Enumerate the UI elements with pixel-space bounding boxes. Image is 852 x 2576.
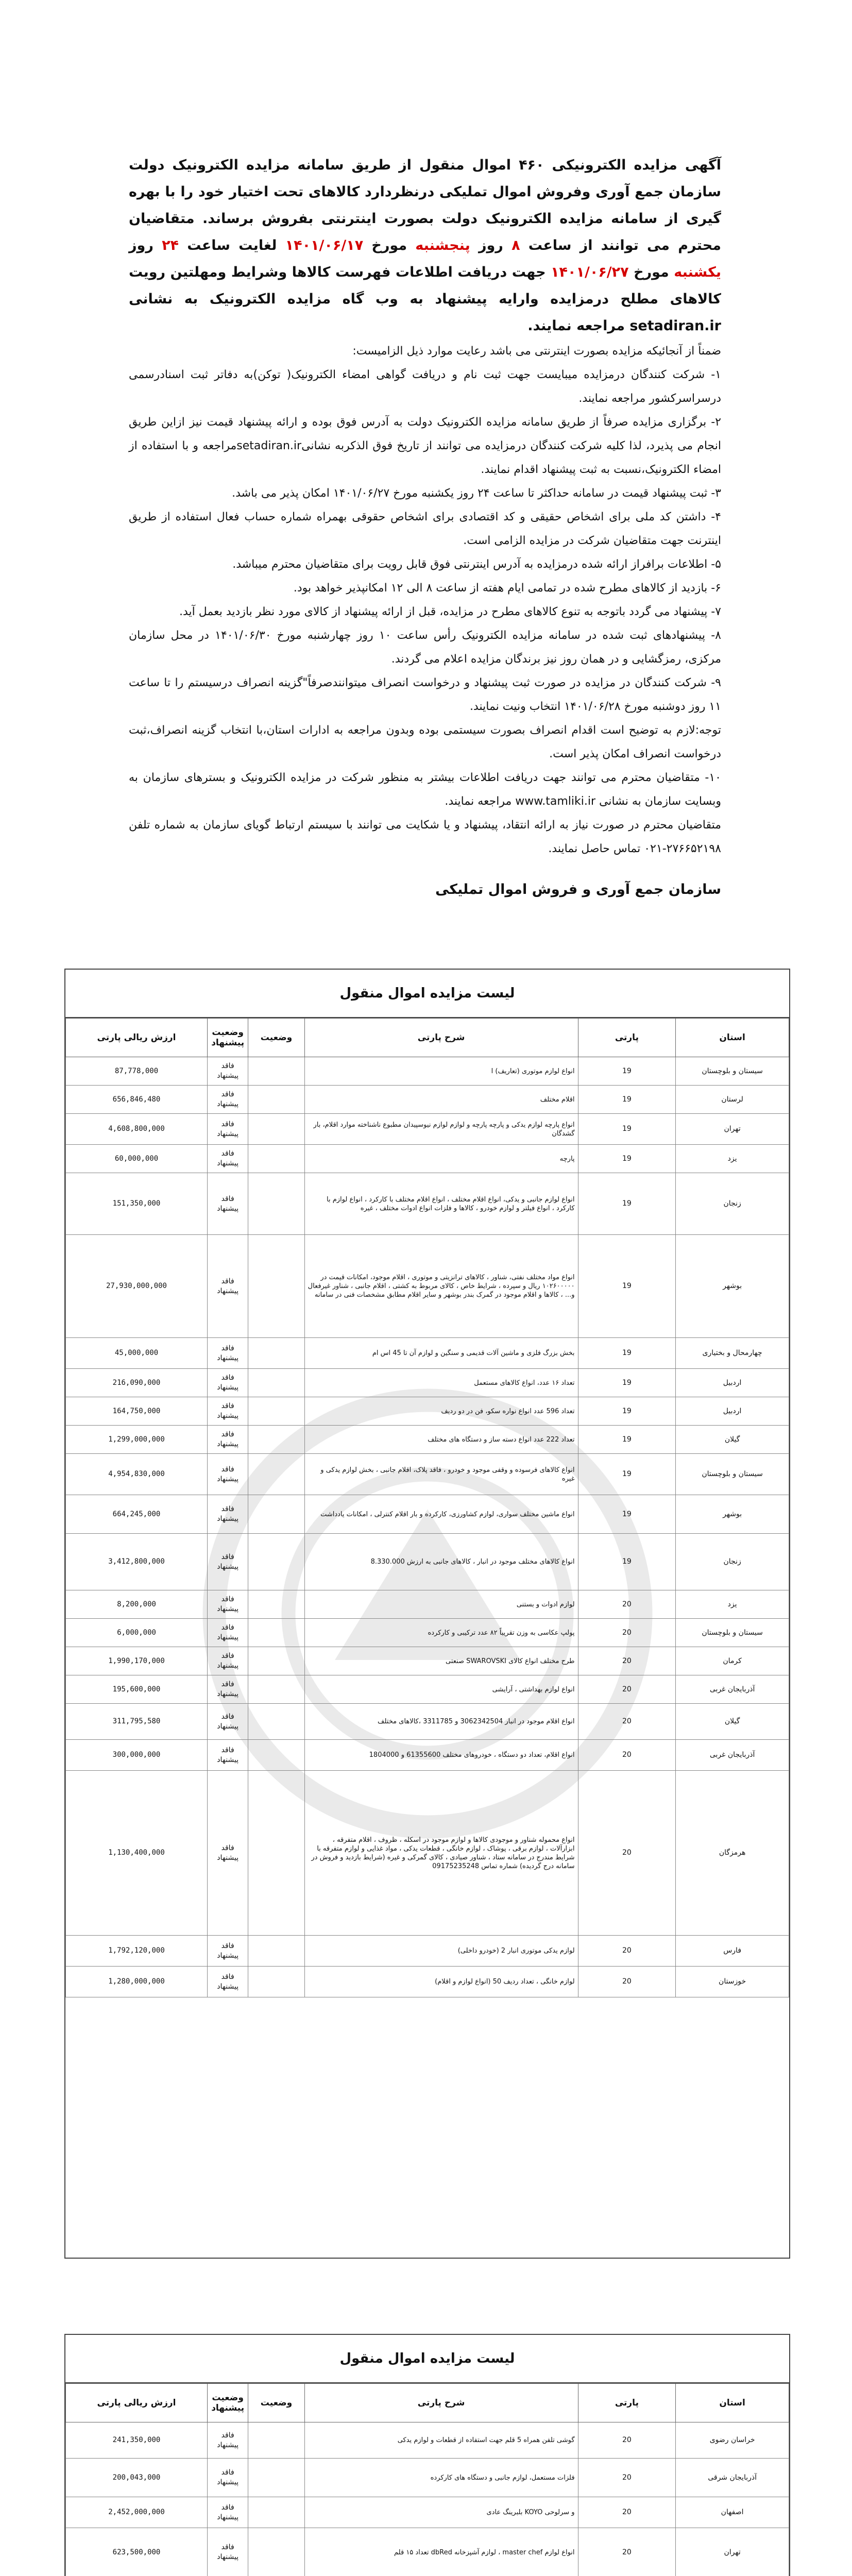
cell-status xyxy=(248,1619,304,1647)
cell-price: 6,000,000 xyxy=(66,1619,208,1647)
cell-status xyxy=(248,1771,304,1936)
notice-paragraph: ضمناً از آنجائیکه مزایده بصورت اینترنتی می باشد رعایت موارد ذیل الزامیست: xyxy=(352,345,721,358)
table-row xyxy=(66,1145,789,1173)
cell-parcel: 19 xyxy=(578,1114,676,1145)
cell-suggestion-status: فاقد پیشنهاد xyxy=(208,1647,248,1675)
cell-suggestion-status: فاقد پیشنهاد xyxy=(208,1057,248,1086)
cell-province: گیلان xyxy=(676,1426,789,1454)
table-2-title: لیست مزایده اموال منقول xyxy=(65,2335,789,2383)
table-row xyxy=(66,1740,789,1771)
cell-suggestion-status: فاقد پیشنهاد xyxy=(208,1114,248,1145)
cell-status xyxy=(248,1114,304,1145)
header-province: استان xyxy=(676,2384,789,2422)
cell-parcel: 19 xyxy=(578,1086,676,1114)
cell-province: سیستان و بلوچستان xyxy=(676,1057,789,1086)
notice-title-line-5: فهرست کالاها وشرایط ومهلتین رویت کالاهای مطلح درمزایده وارایه پیشنهاد به وب گاه مزایده الکترونیک xyxy=(129,264,721,307)
cell-parcel: 19 xyxy=(578,1173,676,1235)
table-row xyxy=(66,1590,789,1619)
notice-signature: سازمان جمع آوری و فروش اموال تملیکی xyxy=(435,882,721,897)
cell-description: اقلام مختلف xyxy=(304,1086,578,1114)
cell-price: 1,990,170,000 xyxy=(66,1647,208,1675)
cell-parcel: 20 xyxy=(578,1740,676,1771)
cell-status xyxy=(248,2422,304,2459)
cell-parcel: 19 xyxy=(578,1397,676,1426)
cell-description: انواع ماشین مختلف سواری، لوازم کشاورزی، کارکرده و بار اقلام کنترلی ، امکانات یادداشت xyxy=(304,1495,578,1534)
cell-price: 623,500,000 xyxy=(66,2528,208,2576)
cell-province: آذربایجان شرقی xyxy=(676,2459,789,2497)
table-row xyxy=(66,2422,789,2459)
header-suggestion-status: وضعیت پیشنهاد xyxy=(208,1019,248,1057)
cell-province: یزد xyxy=(676,1145,789,1173)
cell-description: انواع لوازم بهداشتی ، آرایشی xyxy=(304,1675,578,1704)
cell-suggestion-status: فاقد پیشنهاد xyxy=(208,1936,248,1967)
cell-status xyxy=(248,1590,304,1619)
table-row xyxy=(66,1338,789,1369)
cell-province: فارس xyxy=(676,1936,789,1967)
cell-suggestion-status: فاقد پیشنهاد xyxy=(208,1740,248,1771)
cell-province: زنجان xyxy=(676,1173,789,1235)
cell-status xyxy=(248,1740,304,1771)
cell-parcel: 19 xyxy=(578,1534,676,1590)
header-description: شرح پارتی xyxy=(304,1019,578,1057)
header-suggestion-status: وضعیت پیشنهاد xyxy=(208,2384,248,2422)
cell-suggestion-status: فاقد پیشنهاد xyxy=(208,1145,248,1173)
cell-description: انواع اقلام موجود در انبار 3062342504 و 3311785 ،کالاهای مختلف xyxy=(304,1704,578,1740)
header-parcel: پارتی xyxy=(578,1019,676,1057)
cell-status xyxy=(248,1704,304,1740)
notice-title xyxy=(129,152,721,340)
cell-description: طرح مختلف انواع کالای SWAROVSKI صنعتی xyxy=(304,1647,578,1675)
cell-parcel: 19 xyxy=(578,1426,676,1454)
cell-price: 164,750,000 xyxy=(66,1397,208,1426)
cell-suggestion-status: فاقد پیشنهاد xyxy=(208,1086,248,1114)
table-row xyxy=(66,1114,789,1145)
cell-province: تهران xyxy=(676,2528,789,2576)
cell-status xyxy=(248,1397,304,1426)
cell-parcel: 20 xyxy=(578,1771,676,1936)
cell-suggestion-status: فاقد پیشنهاد xyxy=(208,1675,248,1704)
cell-description: تعداد ۱۶ عدد، انواع کالاهای مستعمل xyxy=(304,1369,578,1397)
cell-price: 60,000,000 xyxy=(66,1145,208,1173)
cell-province: لرستان xyxy=(676,1086,789,1114)
auction-table-2 xyxy=(65,2383,789,2576)
header-status: وضعیت xyxy=(248,2384,304,2422)
auction-notice xyxy=(129,152,721,897)
table-2-header-row xyxy=(66,2384,789,2422)
cell-status xyxy=(248,1086,304,1114)
cell-description: تعداد 596 عدد انواع نواره سکو، فن در دو ردیف xyxy=(304,1397,578,1426)
cell-province: آذربایجان غربی xyxy=(676,1740,789,1771)
table-row xyxy=(66,1647,789,1675)
cell-parcel: 20 xyxy=(578,2528,676,2576)
cell-price: 311,795,580 xyxy=(66,1704,208,1740)
cell-parcel: 19 xyxy=(578,1338,676,1369)
cell-province: اردبیل xyxy=(676,1397,789,1426)
cell-parcel: 20 xyxy=(578,2422,676,2459)
cell-description: انواع اقلام، تعداد دو دستگاه ، خودروهای مختلف 61355600 و 1804000 xyxy=(304,1740,578,1771)
header-price: ارزش ریالی پارتی xyxy=(66,2384,208,2422)
cell-province: یزد xyxy=(676,1590,789,1619)
cell-price: 300,000,000 xyxy=(66,1740,208,1771)
cell-parcel: 20 xyxy=(578,2459,676,2497)
table-row xyxy=(66,1619,789,1647)
cell-suggestion-status: فاقد پیشنهاد xyxy=(208,1590,248,1619)
cell-price: 87,778,000 xyxy=(66,1057,208,1086)
cell-description: انواع محموله شناور و موجودی کالاها و لوازم موجود در اسکله ، ظروف ، اقلام متفرقه ، ابزارآلات ، لوازم برقی ، پوشاک ، لوازم خانگی ، قطعات یدکی ، مواد غذایی و لوازم متفرقه با شرایط مندرج در سامانه ستاد ، شناور صیادی ، کالای گمرکی و غیره (شرایط بازدید و فروش در سامانه درج گردیده) شماره تماس 09175235248 xyxy=(304,1771,578,1936)
cell-parcel: 20 xyxy=(578,1590,676,1619)
auction-list-table-1 xyxy=(64,969,790,2259)
table-row xyxy=(66,1936,789,1967)
table-row xyxy=(66,1967,789,1997)
cell-province: آذربایجان غربی xyxy=(676,1675,789,1704)
cell-suggestion-status: فاقد پیشنهاد xyxy=(208,1338,248,1369)
cell-price: 216,090,000 xyxy=(66,1369,208,1397)
cell-suggestion-status: فاقد پیشنهاد xyxy=(208,1967,248,1997)
cell-province: سیستان و بلوچستان xyxy=(676,1619,789,1647)
cell-description: انواع لوازم جانبی و یدکی، انواع اقلام مختلف ، انواع اقلام مختلف با کارکرد ، انواع لوازم با کارکرد ، انواع فیلتر و لوازم خودرو ، کالاها و فلزات انواع ادوات مختلف ، غیره xyxy=(304,1173,578,1235)
cell-status xyxy=(248,1338,304,1369)
notice-paragraph: ۹- شرکت کنندگان در مزایده در صورت ثبت پیشنهاد و درخواست انصراف میتوانندصرفاً"گزینه انصراف درسیستم را تا ساعت ۱۱ روز دوشنبه مورخ ۱۴۰۱/۰۶/۲۸ انتخاب ونیت نمایند. xyxy=(129,676,721,713)
notice-title-line-2: سازمان جمع آوری وفروش اموال تملیکی درنظردارد کالاهای تحت اختیار خود را با بهره گیری از سامانه xyxy=(129,184,721,227)
cell-parcel: 20 xyxy=(578,1675,676,1704)
cell-status xyxy=(248,1369,304,1397)
table-row xyxy=(66,1771,789,1936)
cell-price: 3,412,800,000 xyxy=(66,1534,208,1590)
table-row xyxy=(66,1534,789,1590)
cell-price: 1,299,000,000 xyxy=(66,1426,208,1454)
table-row xyxy=(66,2459,789,2497)
table-row xyxy=(66,1369,789,1397)
table-row xyxy=(66,1235,789,1338)
cell-suggestion-status: فاقد پیشنهاد xyxy=(208,1704,248,1740)
table-row xyxy=(66,1426,789,1454)
cell-price: 151,350,000 xyxy=(66,1173,208,1235)
cell-price: 2,452,000,000 xyxy=(66,2497,208,2528)
cell-status xyxy=(248,1675,304,1704)
cell-description: بخش بزرگ فلزی و ماشین آلات قدیمی و سنگین و لوازم آن تا 45 اس ام xyxy=(304,1338,578,1369)
cell-status xyxy=(248,1454,304,1495)
cell-parcel: 19 xyxy=(578,1454,676,1495)
cell-price: 1,280,000,000 xyxy=(66,1967,208,1997)
notice-conditions xyxy=(129,340,721,861)
cell-status xyxy=(248,1235,304,1338)
notice-paragraph: ۸- پیشنهادهای ثبت شده در سامانه مزایده الکترونیک رأس ساعت ۱۰ روز چهارشنبه مورخ ۱۴۰۱/۰۶/۳۰ در محل سازمان مرکزی، رمزگشایی و در همان روز نیز برندگان مزایده اعلام می گردند. xyxy=(129,629,721,666)
cell-description: انواع کالاهای فرسوده و وقفی موجود و خودرو ، فاقد پلاک، اقلام جانبی ، بخش لوازم یدکی و غیره xyxy=(304,1454,578,1495)
cell-suggestion-status: فاقد پیشنهاد xyxy=(208,1534,248,1590)
cell-suggestion-status: فاقد پیشنهاد xyxy=(208,1454,248,1495)
cell-province: گیلان xyxy=(676,1704,789,1740)
table-row xyxy=(66,1173,789,1235)
cell-description: انواع مواد مختلف نفتی، شناور ، کالاهای ترانزیتی و موتوری ، اقلام موجود، امکانات قیمت در ۱۰۲۶۰۰۰۰۰ ریال و سپرده ، شرایط خاص ، کالای مربوط به کشتی ، اقلام جانبی ، شناور غیرفعال و... ، کالاها و اقلام موجود در گمرک بندر بوشهر و سایر اقلام مطابق مشخصات فنی در سامانه xyxy=(304,1235,578,1338)
cell-province: سیستان و بلوچستان xyxy=(676,1454,789,1495)
cell-price: 4,608,800,000 xyxy=(66,1114,208,1145)
auction-table-1 xyxy=(65,1018,789,1997)
notice-paragraph: توجه:لازم به توضیح است اقدام انصراف بصورت سیستمی بوده وبدون مراجعه به ادارات استان،با انتخاب گزینه انصراف،ثبت درخواست انصراف امکان پذیر است. xyxy=(129,724,721,760)
cell-suggestion-status: فاقد پیشنهاد xyxy=(208,1619,248,1647)
notice-paragraph: ۱- شرکت کنندگان درمزایده میبایست جهت ثبت نام و دریافت گواهی امضاء الکترونیک( توکن)به دفاتر ثبت اسنادرسمی درسراسرکشور مراجعه نمایند. xyxy=(129,368,721,405)
notice-paragraph: متقاضیان محترم در صورت نیاز به ارائه انتقاد، پیشنهاد و یا شکایت می توانند با سیستم ارتباط گویای سازمان به شماره تلفن ۲۷۶۶۵۲۱۹۸-۰۲۱ تماس حاصل نمایند. xyxy=(129,819,721,855)
cell-price: 27,930,000,000 xyxy=(66,1235,208,1338)
header-status: وضعیت xyxy=(248,1019,304,1057)
cell-description: انواع کالاهای مختلف موجود در انبار ، کالاهای جانبی به ارزش 8.330.000 xyxy=(304,1534,578,1590)
cell-description: لوازم خانگی ، تعداد ردیف 50 (انواع لوازم و اقلام) xyxy=(304,1967,578,1997)
cell-description: فلزات مستعمل، لوازم جانبی و دستگاه های کارکرده xyxy=(304,2459,578,2497)
header-description: شرح پارتی xyxy=(304,2384,578,2422)
cell-price: 8,200,000 xyxy=(66,1590,208,1619)
cell-suggestion-status: فاقد پیشنهاد xyxy=(208,2528,248,2576)
table-1-header-row xyxy=(66,1019,789,1057)
cell-status xyxy=(248,1967,304,1997)
notice-title-line-1: آگهی مزایده الکترونیکی ۴۶۰ اموال منقول از طریق سامانه مزایده الکترونیک دولت xyxy=(129,157,721,173)
cell-price: 1,130,400,000 xyxy=(66,1771,208,1936)
cell-price: 4,954,830,000 xyxy=(66,1454,208,1495)
table-row xyxy=(66,1057,789,1086)
cell-parcel: 20 xyxy=(578,1936,676,1967)
table-row xyxy=(66,1675,789,1704)
cell-price: 195,600,000 xyxy=(66,1675,208,1704)
cell-description: لوازم یدکی موتوری انبار 2 (خودرو داخلی) xyxy=(304,1936,578,1967)
cell-province: تهران xyxy=(676,1114,789,1145)
cell-status xyxy=(248,1173,304,1235)
cell-province: خراسان رضوی xyxy=(676,2422,789,2459)
cell-price: 1,792,120,000 xyxy=(66,1936,208,1967)
cell-parcel: 19 xyxy=(578,1235,676,1338)
table-row xyxy=(66,2528,789,2576)
table-row xyxy=(66,1086,789,1114)
cell-suggestion-status: فاقد پیشنهاد xyxy=(208,1771,248,1936)
cell-parcel: 20 xyxy=(578,2497,676,2528)
cell-province: اصفهان xyxy=(676,2497,789,2528)
cell-price: 200,043,000 xyxy=(66,2459,208,2497)
cell-province: خوزستان xyxy=(676,1967,789,1997)
notice-title-line-4: پنجشنبه مورخ ۱۴۰۱/۰۶/۱۷ لغایت ساعت ۲۴ روز یکشنبه مورخ ۱۴۰۱/۰۶/۲۷ جهت دریافت اطلاعات xyxy=(129,238,721,280)
cell-province: زنجان xyxy=(676,1534,789,1590)
cell-parcel: 20 xyxy=(578,1647,676,1675)
table-row xyxy=(66,1397,789,1426)
cell-description: لوازم ادوات و بستنی xyxy=(304,1590,578,1619)
cell-status xyxy=(248,1057,304,1086)
cell-status xyxy=(248,2497,304,2528)
header-province: استان xyxy=(676,1019,789,1057)
cell-suggestion-status: فاقد پیشنهاد xyxy=(208,2497,248,2528)
cell-description: انواع لوازم master chef ، لوازم آشپزخانه dbRed تعداد ۱۵ قلم xyxy=(304,2528,578,2576)
notice-paragraph: ۲- برگزاری مزایده صرفاً از طریق سامانه مزایده الکترونیک دولت به آدرس فوق بوده و ارائه پیشنهاد قیمت نیز ازاین طریق انجام می پذیرد، لذا کلیه شرکت کنندگان درمزایده می توانند از تاریخ فوق الذکربه نشانیsetadiran.irمراجعه و با استفاده از امضاء الکترونیک،نسبت به ثبت پیشنهاد اقدام نمایند. xyxy=(129,416,721,476)
cell-status xyxy=(248,1495,304,1534)
cell-province: بوشهر xyxy=(676,1495,789,1534)
notice-paragraph: ۳- ثبت پیشنهاد قیمت در سامانه حداکثر تا ساعت ۲۴ روز یکشنبه مورخ ۱۴۰۱/۰۶/۲۷ امکان پذیر می باشد. xyxy=(232,487,721,500)
cell-description: پارچه xyxy=(304,1145,578,1173)
cell-status xyxy=(248,1534,304,1590)
cell-price: 664,245,000 xyxy=(66,1495,208,1534)
cell-province: کرمان xyxy=(676,1647,789,1675)
cell-description: گوشی تلفن همراه 5 قلم جهت استفاده از قطعات و لوازم یدکی xyxy=(304,2422,578,2459)
notice-paragraph: ۷- پیشنهاد می گردد باتوجه به تنوع کالاهای مطرح در مزایده، قبل از ارائه پیشنهاد از کالای مورد نظر بازدید بعمل آید. xyxy=(179,605,721,618)
cell-description: انواع لوازم موتوری (تعاریف) ا xyxy=(304,1057,578,1086)
cell-status xyxy=(248,1426,304,1454)
notice-paragraph: ۱۰- متقاضیان محترم می توانند جهت دریافت اطلاعات بیشتر به منظور شرکت در مزایده الکترونیک و بسترهای سازمان به وبسایت سازمان به نشانی www.tamliki.ir مراجعه نمایند. xyxy=(129,771,721,808)
cell-price: 45,000,000 xyxy=(66,1338,208,1369)
notice-title-line-6: به نشانی setadiran.ir مراجعه نمایند. xyxy=(129,291,721,334)
cell-suggestion-status: فاقد پیشنهاد xyxy=(208,1235,248,1338)
cell-suggestion-status: فاقد پیشنهاد xyxy=(208,1173,248,1235)
cell-province: اردبیل xyxy=(676,1369,789,1397)
cell-status xyxy=(248,1936,304,1967)
table-row xyxy=(66,1454,789,1495)
header-parcel: پارتی xyxy=(578,2384,676,2422)
table-1-title: لیست مزایده اموال منقول xyxy=(65,970,789,1018)
cell-suggestion-status: فاقد پیشنهاد xyxy=(208,1369,248,1397)
cell-description: و سرلوحی KOYO بلبرینگ عادی xyxy=(304,2497,578,2528)
cell-suggestion-status: فاقد پیشنهاد xyxy=(208,2459,248,2497)
cell-status xyxy=(248,1145,304,1173)
cell-parcel: 19 xyxy=(578,1057,676,1086)
notice-paragraph: ۴- داشتن کد ملی برای اشخاص حقیقی و کد اقتصادی برای اشخاص حقوقی بهمراه شماره حساب فعال استفاده از طریق اینترنت جهت متقاضیان شرکت در مزایده الزامی است. xyxy=(129,511,721,547)
notice-title-line-3: مزایده الکترونیک دولت بصورت اینترنتی بفروش برساند. متقاضیان محترم می توانند از ساعت ۸ روز xyxy=(129,211,721,253)
notice-paragraph: ۶- بازدید از کالاهای مطرح شده در تمامی ایام هفته از ساعت ۸ الی ۱۲ امکانپذیر خواهد بود. xyxy=(293,582,721,595)
cell-parcel: 19 xyxy=(578,1145,676,1173)
cell-suggestion-status: فاقد پیشنهاد xyxy=(208,1495,248,1534)
cell-province: هرمزگان xyxy=(676,1771,789,1936)
cell-suggestion-status: فاقد پیشنهاد xyxy=(208,2422,248,2459)
cell-province: چهارمحال و بختیاری xyxy=(676,1338,789,1369)
table-row xyxy=(66,2497,789,2528)
auction-list-table-2 xyxy=(64,2334,790,2576)
cell-description: تعداد 222 عدد انواع دسته ساز و دستگاه های مختلف xyxy=(304,1426,578,1454)
cell-parcel: 20 xyxy=(578,1704,676,1740)
cell-parcel: 20 xyxy=(578,1619,676,1647)
cell-description: پولپ عکاسی به وزن تقریباً ۸۲ عدد ترکیبی و کارکرده xyxy=(304,1619,578,1647)
notice-paragraph: ۵- اطلاعات برافراز ارائه شده درمزایده به آدرس اینترنتی فوق قابل رویت برای متقاضیان محترم میباشد. xyxy=(232,558,721,571)
table-row xyxy=(66,1704,789,1740)
cell-parcel: 19 xyxy=(578,1495,676,1534)
cell-price: 656,846,480 xyxy=(66,1086,208,1114)
header-price: ارزش ریالی پارتی xyxy=(66,1019,208,1057)
cell-parcel: 20 xyxy=(578,1967,676,1997)
cell-suggestion-status: فاقد پیشنهاد xyxy=(208,1426,248,1454)
table-row xyxy=(66,1495,789,1534)
cell-status xyxy=(248,2459,304,2497)
cell-suggestion-status: فاقد پیشنهاد xyxy=(208,1397,248,1426)
cell-province: بوشهر xyxy=(676,1235,789,1338)
cell-description: انواع پارچه لوازم یدکی و پارچه پارچه و لوازم لوازم نیوسپیدان مطبوع ناشناخته موارد اقلام، بار گشدگان xyxy=(304,1114,578,1145)
cell-status xyxy=(248,1647,304,1675)
cell-status xyxy=(248,2528,304,2576)
cell-price: 241,350,000 xyxy=(66,2422,208,2459)
cell-parcel: 19 xyxy=(578,1369,676,1397)
